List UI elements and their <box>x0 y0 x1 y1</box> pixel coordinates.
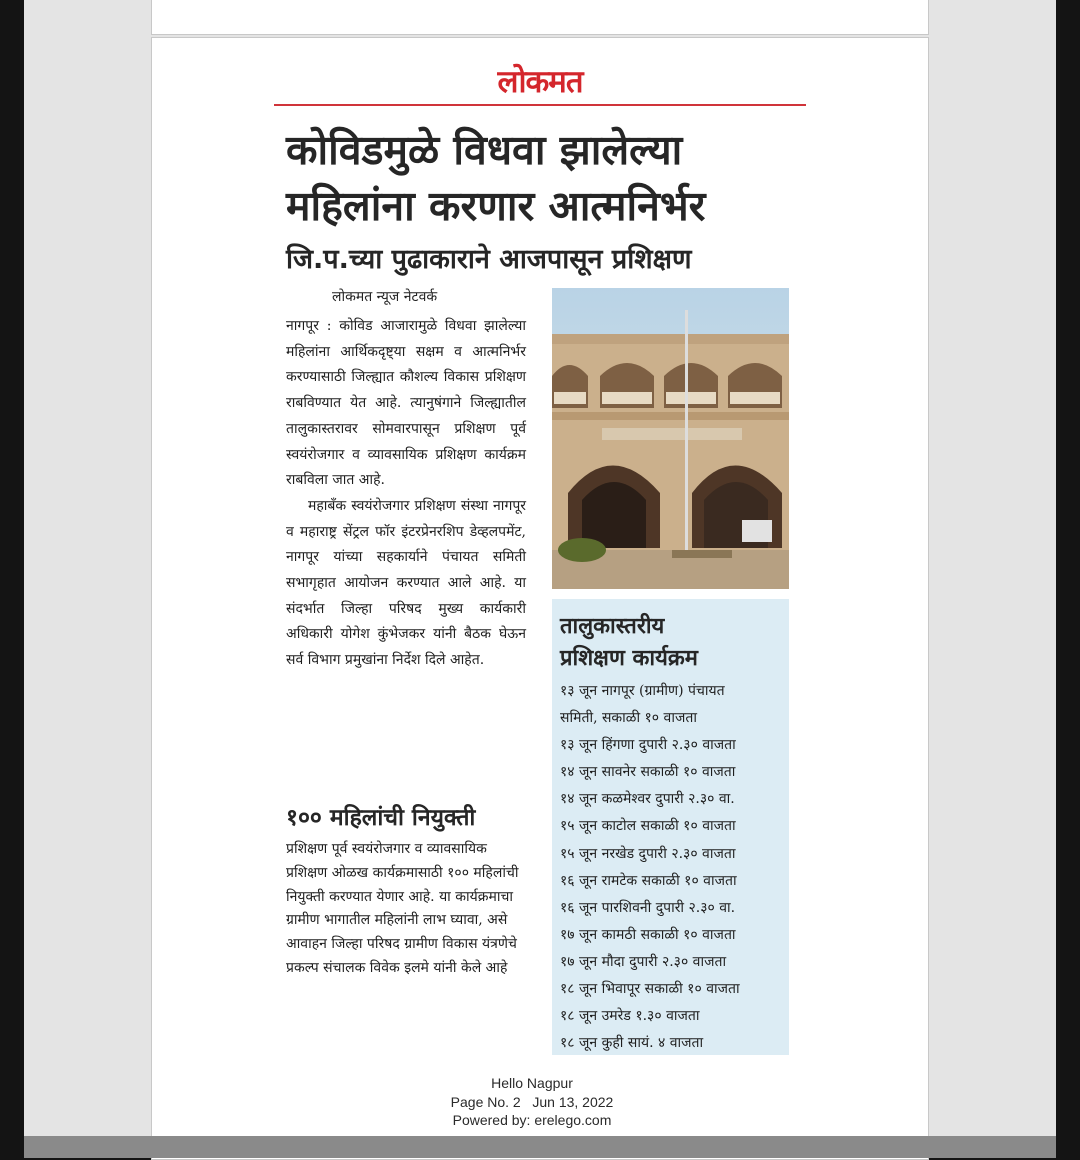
schedule-item: १३ जून हिंगणा दुपारी २.३० वाजता <box>560 737 736 754</box>
footer-page-date: Page No. 2 Jun 13, 2022 <box>450 1093 614 1110</box>
newspaper-logo: लोकमत <box>497 64 583 100</box>
article-byline: लोकमत न्यूज नेटवर्क <box>332 289 438 305</box>
article-headline <box>286 122 806 234</box>
schedule-item: १८ जून भिवापूर सकाळी १० वाजता <box>560 981 740 998</box>
building-photo <box>552 288 789 589</box>
footer-powered-by[interactable]: Powered by: erelego.com <box>452 1112 612 1128</box>
schedule-item: १३ जून नागपूर (ग्रामीण) पंचायत <box>560 683 725 699</box>
schedule-list <box>560 678 788 1057</box>
article-body <box>286 314 526 674</box>
schedule-item: १८ जून उमरेड १.३० वाजता <box>560 1008 700 1025</box>
schedule-title-line-2: प्रशिक्षण कार्यक्रम <box>560 646 698 671</box>
headline-line-2: महिलांना करणार आत्मनिर्भर <box>286 182 706 230</box>
schedule-item: १८ जून कुही सायं. ४ वाजता <box>560 1035 704 1052</box>
schedule-box <box>552 599 789 1055</box>
page-footer <box>152 1074 912 1130</box>
schedule-item: १६ जून पारशिवनी दुपारी २.३० वा. <box>560 899 736 916</box>
footer-edition: Hello Nagpur <box>491 1075 573 1091</box>
schedule-item: १७ जून मौदा दुपारी २.३० वाजता <box>560 953 727 970</box>
newspaper-page <box>151 37 929 1138</box>
schedule-item: १७ जून कामठी सकाळी १० वाजता <box>560 926 736 943</box>
article-paragraph: महाबँक स्वयंरोजगार प्रशिक्षण संस्था नागपूर व महाराष्ट्र सेंट्रल फॉर इंटरप्रेनरशिप डेव्हलपमेंट, नागपूर यांच्या सहकार्याने पंचायत समिती सभागृहात आयोजन करण्यात आले आहे. या संदर्भात जिल्हा परिषद मुख्य कार्यकारी अधिकारी योगेश कुंभेजकर यांनी बैठक घेऊन सर्व विभाग प्रमुखांना निर्देश दिले आहेत. <box>286 497 526 669</box>
article-subheadline: जि.प.च्या पुढाकाराने आजपासून प्रशिक्षण <box>286 244 692 275</box>
masthead <box>274 52 806 106</box>
schedule-item: १४ जून सावनेर सकाळी १० वाजता <box>560 764 736 781</box>
section-heading: १०० महिलांची नियुक्ती <box>286 805 476 831</box>
headline-line-1: कोविडमुळे विधवा झालेल्या <box>286 126 683 174</box>
horizontal-scrollbar[interactable] <box>24 1136 1056 1158</box>
schedule-item: समिती, सकाळी १० वाजता <box>560 710 697 727</box>
schedule-item: १६ जून रामटेक सकाळी १० वाजता <box>560 872 737 889</box>
schedule-title <box>560 611 785 675</box>
schedule-item: १५ जून काटोल सकाळी १० वाजता <box>560 818 736 835</box>
section-paragraph: प्रशिक्षण पूर्व स्वयंरोजगार व व्यावसायिक प्रशिक्षण ओळख कार्यक्रमासाठी १०० महिलांची नियुक्ती करण्यात येणार आहे. या कार्यक्रमाचा ग्रामीण भागातील महिलांनी लाभ घ्यावा, असे आवाहन जिल्हा परिषद ग्रामीण विकास यंत्रणेचे प्रकल्प संचालक विवेक इलमे यांनी केले आहे <box>286 841 519 976</box>
schedule-item: १५ जून नरखेड दुपारी २.३० वाजता <box>560 845 736 862</box>
schedule-item: १४ जून कळमेश्वर दुपारी २.३० वा. <box>560 791 735 808</box>
previous-page-edge[interactable] <box>151 0 929 35</box>
schedule-title-line-1: तालुकास्तरीय <box>560 614 665 639</box>
article-paragraph: नागपूर : कोविड आजारामुळे विधवा झालेल्या महिलांना आर्थिकदृष्ट्या सक्षम व आत्मनिर्भर करण्यासाठी जिल्ह्यात कौशल्य विकास प्रशिक्षण राबविण्यात येत आहे. त्यानुषंगाने जिल्ह्यातील तालुकास्तरावर सोमवारपासून प्रशिक्षण पूर्व स्वयंरोजगार व व्यावसायिक प्रशिक्षण कार्यक्रम राबविला जात आहे. <box>286 318 526 489</box>
